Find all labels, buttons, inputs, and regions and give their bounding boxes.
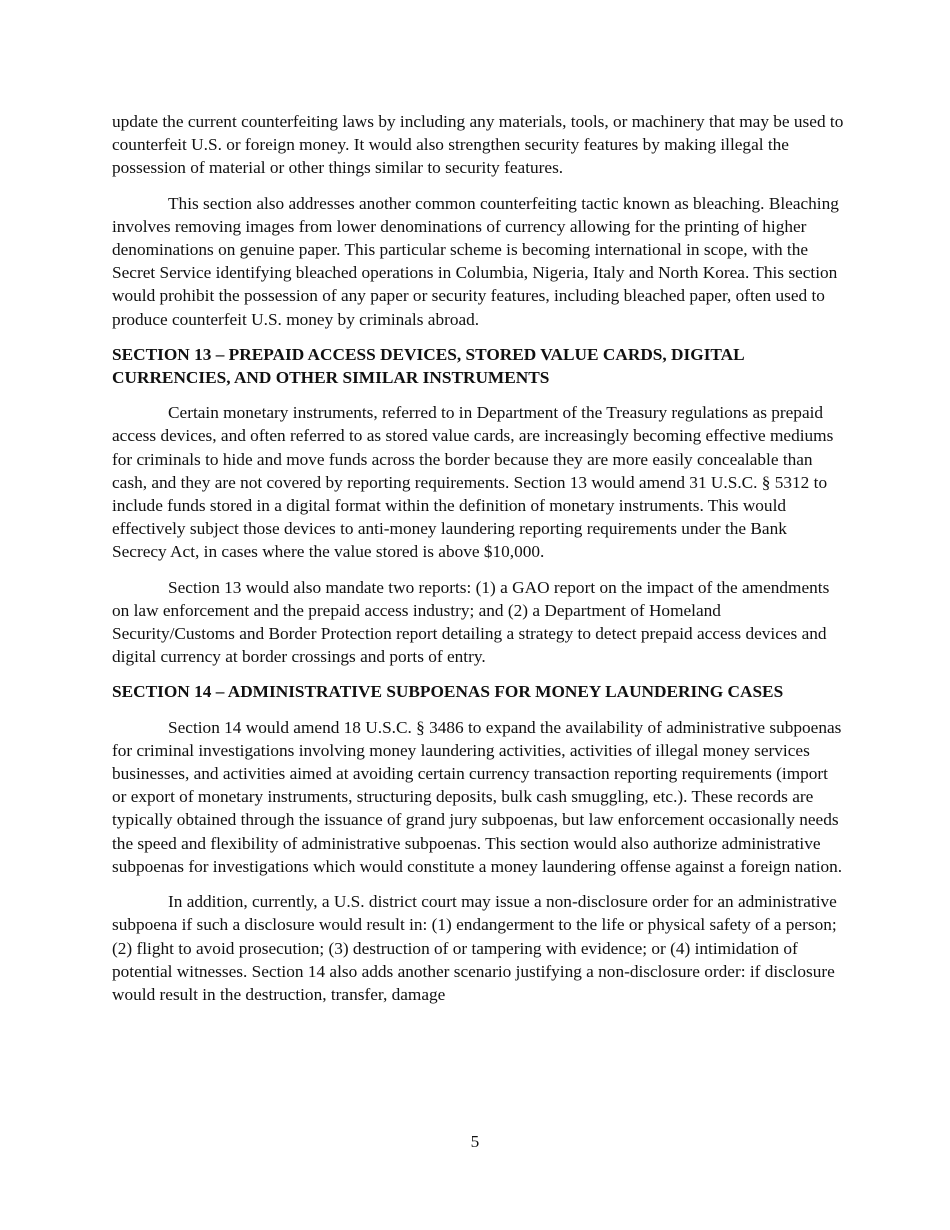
section-13-heading: SECTION 13 – PREPAID ACCESS DEVICES, STORED VALUE CARDS, DIGITAL CURRENCIES, AND OTHER SIMILAR INSTRUMENTS bbox=[112, 344, 744, 388]
section-14-paragraph-2: In addition, currently, a U.S. district court may issue a non-disclosure order for an administrative subpoena if such a disclosure would result in: (1) endangerment to the life or physical safety of a person; (2) flight to avoid prosecution; (3) destruction of or tampering with evidence; or (4) intimidation of potential witnesses. Section 14 also adds another scenario justifying a non-disclosure order: if disclosure would result in the destruction, transfer, damage bbox=[112, 892, 837, 1004]
page-number: 5 bbox=[470, 1132, 480, 1151]
body-paragraph-continuation: update the current counterfeiting laws by including any materials, tools, or machinery that may be used to counterfeit U.S. or foreign money. It would also strengthen security features by making illegal the possession of material or other things similar to security features. bbox=[112, 112, 844, 178]
section-13-paragraph-2: Section 13 would also mandate two reports: (1) a GAO report on the impact of the amendments on law enforcement and the prepaid access industry; and (2) a Department of Homeland Security/Customs and Border Protection report detailing a strategy to detect prepaid access devices and digital currency at border crossings and ports of entry. bbox=[112, 577, 830, 667]
section-14-paragraph-1: Section 14 would amend 18 U.S.C. § 3486 to expand the availability of administrative subpoenas for criminal investigations involving money laundering activities, activities of illegal money services businesses, and activities aimed at avoiding certain currency transaction reporting requirements (import or export of monetary instruments, structuring deposits, bulk cash smuggling, etc.). These records are typically obtained through the issuance of grand jury subpoenas, but law enforcement occasionally needs the speed and flexibility of administrative subpoenas. This section would also authorize administrative subpoenas for investigations which would constitute a money laundering offense against a foreign nation. bbox=[112, 717, 843, 876]
section-13-paragraph-1: Certain monetary instruments, referred to in Department of the Treasury regulations as prepaid access devices, and often referred to as stored value cards, are increasingly becoming effective mediums for criminals to hide and move funds across the border because they are more easily concealable than cash, and they are not covered by reporting requirements. Section 13 would amend 31 U.S.C. § 5312 to include funds stored in a digital format within the definition of monetary instruments. This would effectively subject those devices to anti-money laundering reporting requirements under the Bank Secrecy Act, in cases where the value stored is above $10,000. bbox=[112, 403, 834, 562]
section-14-heading: SECTION 14 – ADMINISTRATIVE SUBPOENAS FOR MONEY LAUNDERING CASES bbox=[112, 682, 784, 702]
body-paragraph-bleaching: This section also addresses another common counterfeiting tactic known as bleaching. Bleaching involves removing images from lower denominations of currency allowing for the printing of higher denominations on genuine paper. This particular scheme is becoming international in scope, with the Secret Service identifying bleached operations in Columbia, Nigeria, Italy and North Korea. This section would prohibit the possession of any paper or security features, including bleached paper, often used to produce counterfeit U.S. money by criminals abroad. bbox=[112, 193, 839, 329]
document-body bbox=[112, 110, 844, 1018]
